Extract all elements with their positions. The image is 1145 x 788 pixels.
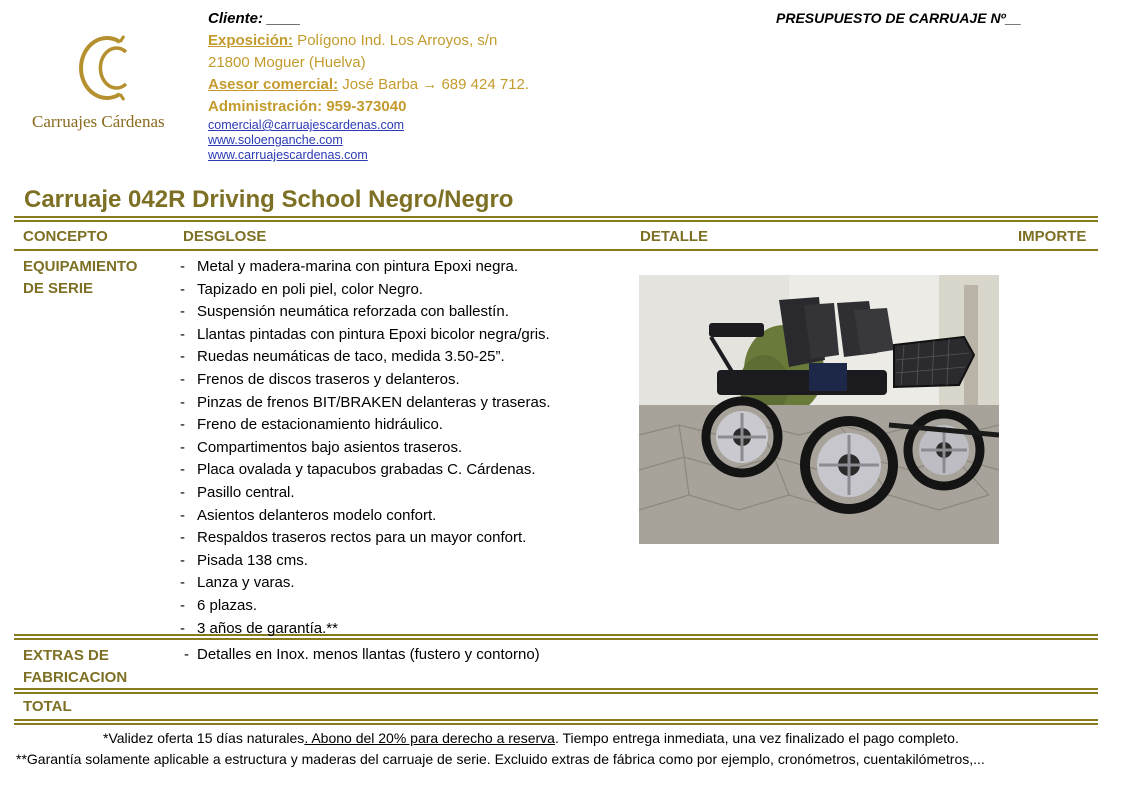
total-label: TOTAL xyxy=(23,698,72,715)
list-item: - Pisada 138 cms. xyxy=(180,551,308,569)
page-title: Carruaje 042R Driving School Negro/Negro xyxy=(24,186,514,213)
header-importe: IMPORTE xyxy=(1018,228,1087,245)
rule-extras-bottom xyxy=(14,688,1098,694)
equipamiento-list xyxy=(180,256,630,640)
logo-text: Carruajes Cárdenas xyxy=(32,112,165,131)
header-detalle: DETALLE xyxy=(640,228,709,245)
header-desglose: DESGLOSE xyxy=(183,228,267,245)
asesor-label: Asesor comercial: xyxy=(208,76,339,93)
email-link[interactable]: comercial@carruajescardenas.com xyxy=(208,118,405,132)
list-item: - 3 años de garantía.** xyxy=(180,619,338,637)
carriage-image-icon xyxy=(639,275,999,544)
carriage-photo xyxy=(639,275,999,544)
exposicion-value: Polígono Ind. Los Arroyos, s/n xyxy=(293,32,498,49)
list-item: - Lanza y varas. xyxy=(180,574,295,592)
extras-label-line1: EXTRAS DE xyxy=(23,647,109,664)
rule-total-bottom xyxy=(14,719,1098,725)
list-item: - Metal y madera-marina con pintura Epoxi negra. xyxy=(180,258,518,275)
list-item: - Placa ovalada y tapacubos grabadas C. Cárdenas. xyxy=(180,461,536,479)
cliente-field: Cliente: ____ xyxy=(208,10,301,27)
list-item: - Suspensión neumática reforzada con ballestín. xyxy=(180,303,509,321)
company-logo xyxy=(28,30,188,140)
list-item: - Freno de estacionamiento hidráulico. xyxy=(180,416,443,434)
equipamiento-label xyxy=(23,256,137,300)
list-item: - Ruedas neumáticas de taco, medida 3.50-25”. xyxy=(180,348,505,366)
equipamiento-label-line1: EQUIPAMIENTO xyxy=(23,258,138,275)
cc-monogram-icon xyxy=(76,30,140,106)
list-item: - 6 plazas. xyxy=(180,596,258,614)
soloenganche-link[interactable]: www.soloenganche.com xyxy=(208,133,343,147)
garantia-note: **Garantía solamente aplicable a estructura y maderas del carruaje de serie. Excluido extras de fábrica como por ejemplo, cronómetros, cuentakilómetros,... xyxy=(16,751,985,767)
list-item: - Tapizado en poli piel, color Negro. xyxy=(180,280,423,298)
exposicion-line xyxy=(208,30,748,52)
asesor-value: José Barba → 689 424 712. xyxy=(338,76,530,93)
exposicion-city: 21800 Moguer (Huelva) xyxy=(208,54,366,71)
list-item: - Asientos delanteros modelo confort. xyxy=(180,506,437,524)
list-item: - Respaldos traseros rectos para un mayor confort. xyxy=(180,529,527,547)
presupuesto-heading: PRESUPUESTO DE CARRUAJE Nº__ xyxy=(776,10,1022,26)
list-item: - Pasillo central. xyxy=(180,483,295,501)
website-link[interactable]: www.carruajescardenas.com xyxy=(208,148,368,162)
list-item: - Llantas pintadas con pintura Epoxi bicolor negra/gris. xyxy=(180,325,550,343)
validez-note: *Validez oferta 15 días naturales. Abono del 20% para derecho a reserva. Tiempo entrega inmediata, una vez finalizado el pago completo. xyxy=(103,730,959,746)
administracion-line: Administración: 959-373040 xyxy=(208,98,407,115)
header-concepto: CONCEPTO xyxy=(23,228,108,245)
list-item: - Compartimentos bajo asientos traseros. xyxy=(180,438,463,456)
asesor-line xyxy=(208,74,748,96)
extras-item: - Detalles en Inox. menos llantas (fustero y contorno) xyxy=(184,646,540,663)
list-item: - Frenos de discos traseros y delanteros. xyxy=(180,370,460,388)
list-item: - Pinzas de frenos BIT/BRAKEN delanteras y traseras. xyxy=(180,393,551,411)
exposicion-label: Exposición: xyxy=(208,32,294,49)
equipamiento-label-line2: DE SERIE xyxy=(23,280,94,297)
extras-label-line2: FABRICACION xyxy=(23,669,128,686)
rule-header-bottom xyxy=(14,249,1098,251)
rule-top xyxy=(14,216,1098,222)
extras-label xyxy=(23,645,127,689)
contact-info xyxy=(208,8,748,163)
